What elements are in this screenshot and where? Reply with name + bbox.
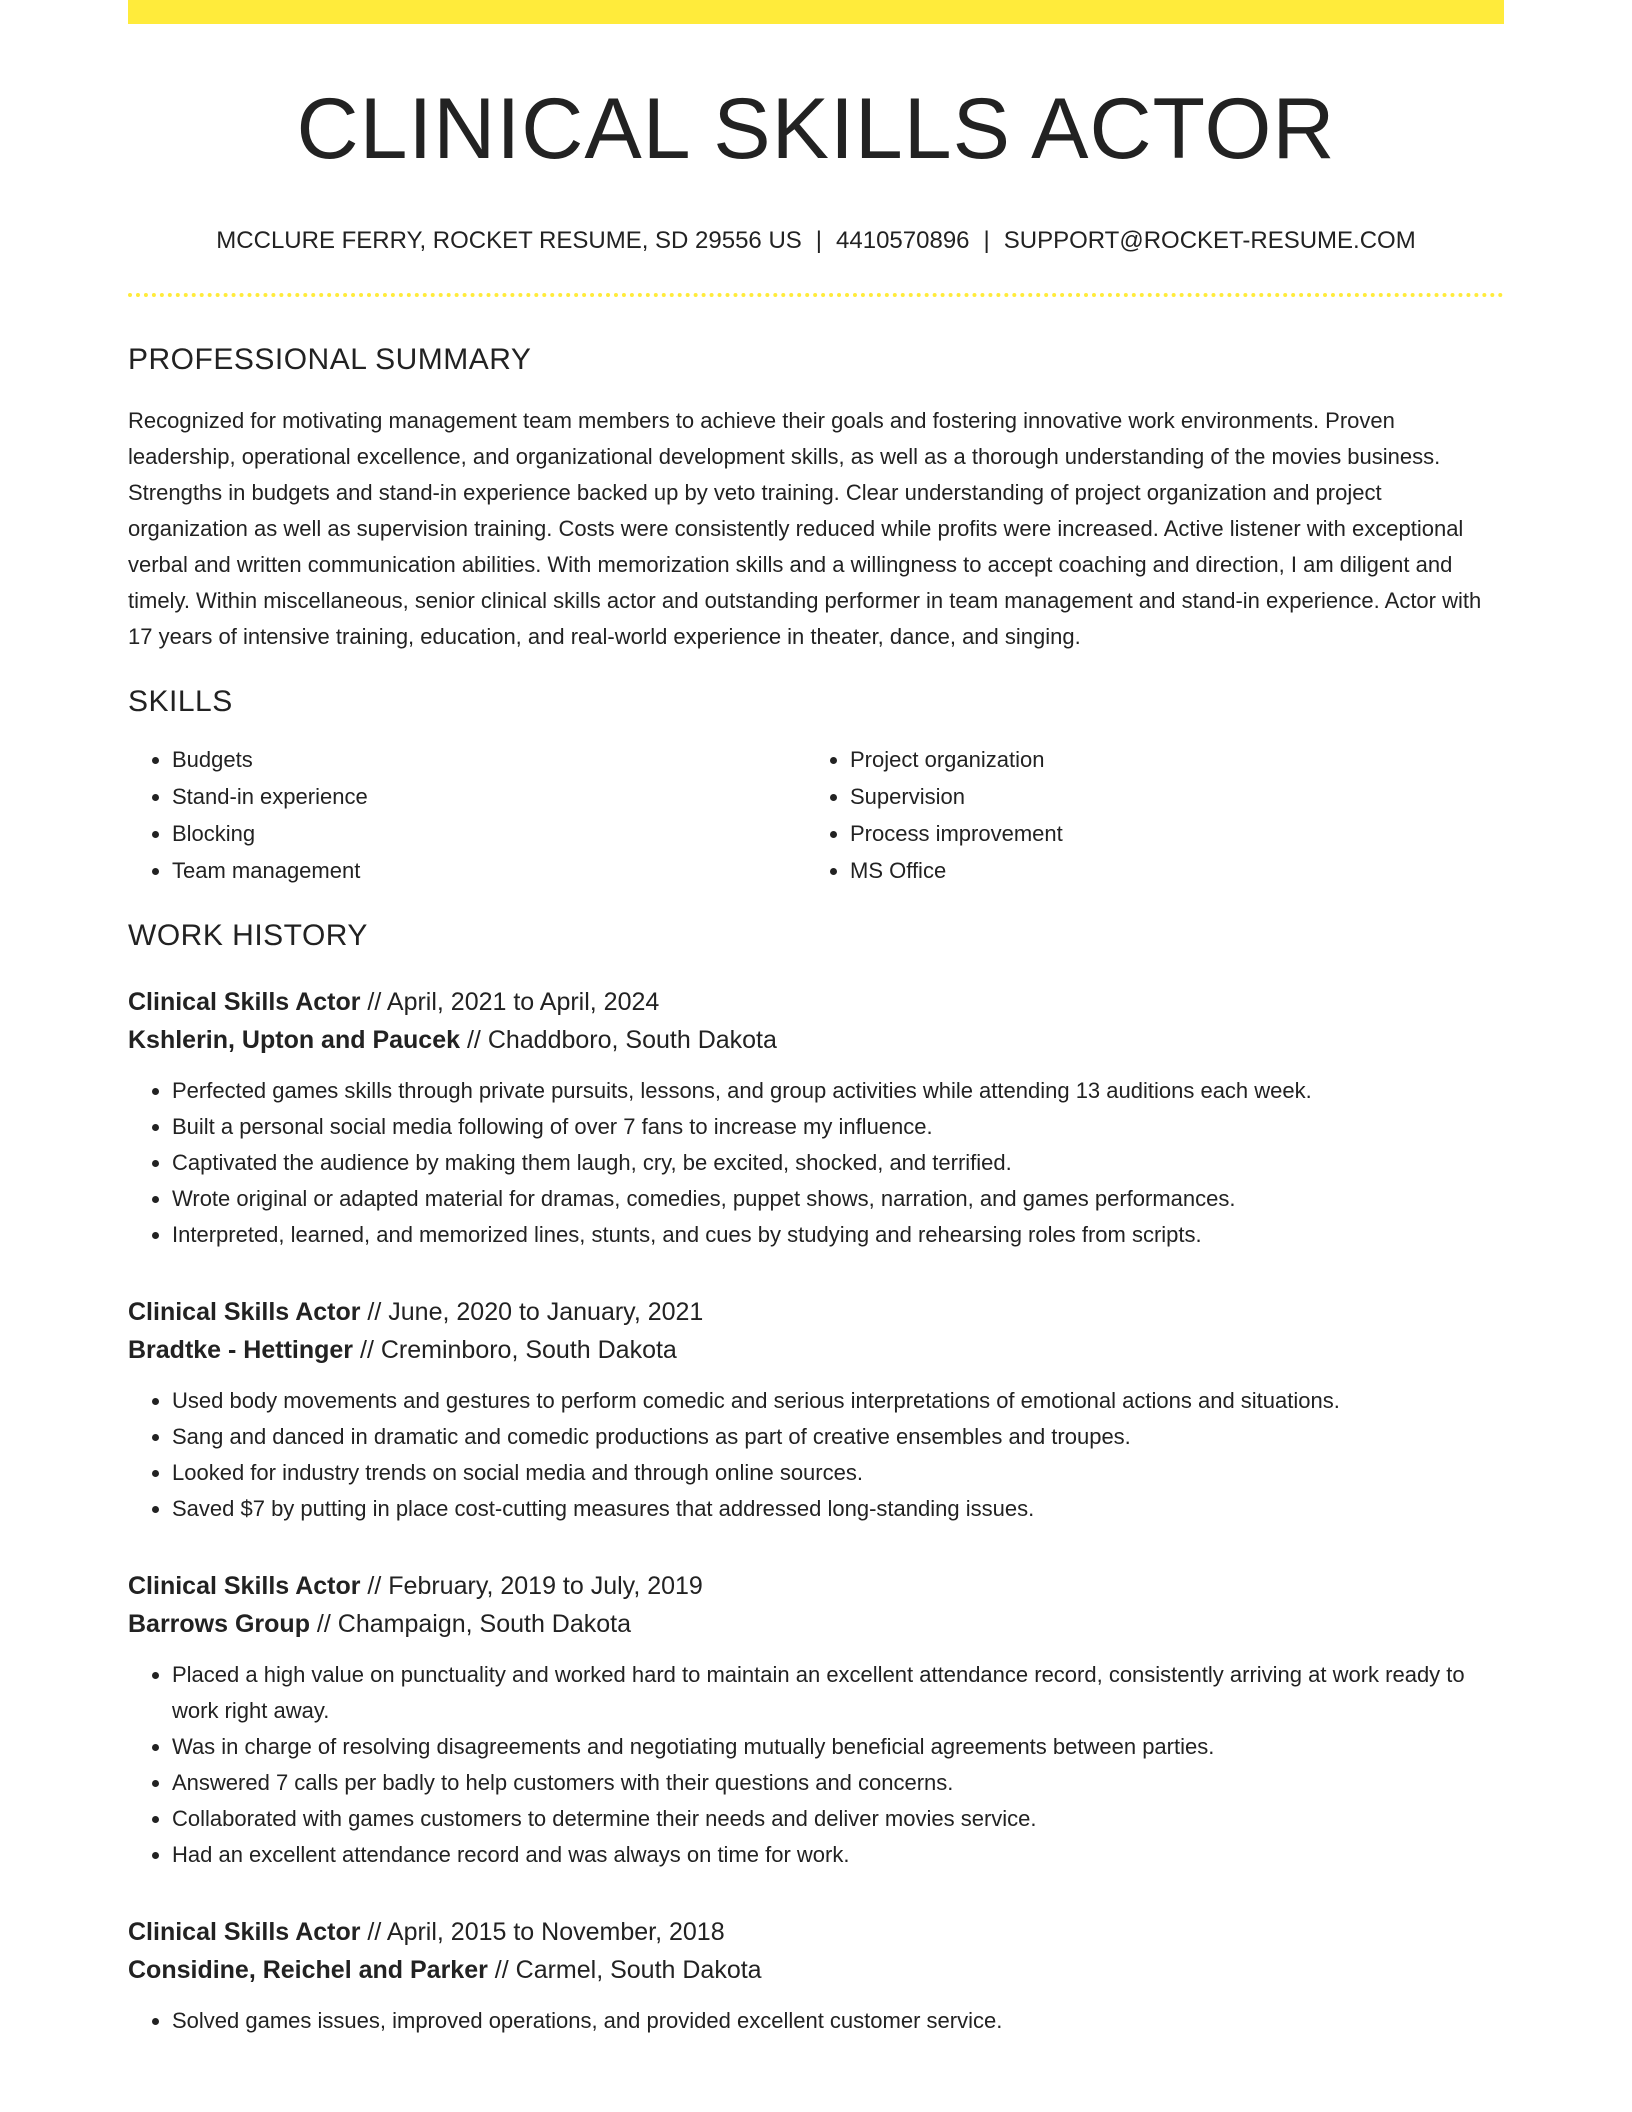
job-separator: // bbox=[360, 988, 387, 1017]
job-title-line bbox=[128, 1293, 1504, 1331]
job-separator: // bbox=[487, 1956, 516, 1985]
job-separator: // bbox=[360, 1572, 389, 1601]
phone: 4410570896 bbox=[836, 226, 970, 254]
job-separator: // bbox=[360, 1918, 387, 1947]
job-company: Considine, Reichel and Parker bbox=[128, 1956, 488, 1985]
job-separator: // bbox=[353, 1336, 381, 1365]
job-dates: February, 2019 to July, 2019 bbox=[388, 1572, 703, 1601]
work-history-heading: WORK HISTORY bbox=[128, 919, 368, 953]
job-company-line bbox=[128, 1021, 1504, 1059]
job-dates: April, 2015 to November, 2018 bbox=[386, 1918, 725, 1947]
job-company: Barrows Group bbox=[128, 1610, 310, 1639]
job-entry bbox=[128, 1913, 1504, 2039]
job-title-line bbox=[128, 983, 1504, 1021]
accent-bar bbox=[128, 0, 1504, 24]
summary-heading: PROFESSIONAL SUMMARY bbox=[128, 343, 532, 377]
job-role: Clinical Skills Actor bbox=[128, 1572, 361, 1601]
job-location: Carmel, South Dakota bbox=[515, 1956, 762, 1985]
job-title-line bbox=[128, 1567, 1504, 1605]
job-bullet: • Wrote original or adapted material for dramas, comedies, puppet shows, narration, and games performances. bbox=[172, 1181, 1504, 1217]
contact-separator: | bbox=[983, 226, 990, 254]
contact-line bbox=[128, 227, 1504, 256]
candidate-name: CLINICAL SKILLS ACTOR bbox=[296, 81, 1336, 177]
skills-column-left bbox=[128, 741, 806, 889]
summary-text: Recognized for motivating management team members to achieve their goals and fostering innovative work environments. Proven leadership, operational excellence, and organizational development skills, as well as a thorough understanding of the movies business. Strengths in budgets and stand-in experience backed up by veto training. Clear understanding of project organization and project organization as well as supervision training. Costs were consistently reduced while profits were increased. Active listener with exceptional verbal and written communication abilities. With memorization skills and a willingness to accept coaching and direction, I am diligent and timely. Within miscellaneous, senior clinical skills actor and outstanding performer in team management and stand-in experience. Actor with 17 years of intensive training, education, and real-world experience in theater, dance, and singing. bbox=[128, 408, 1482, 650]
job-bullets bbox=[128, 2003, 1504, 2039]
skill-item: • Blocking bbox=[172, 815, 806, 852]
job-role: Clinical Skills Actor bbox=[128, 988, 361, 1017]
job-company: Kshlerin, Upton and Paucek bbox=[128, 1026, 461, 1055]
job-bullet: • Placed a high value on punctuality and worked hard to maintain an excellent attendance record, consistently arriving at work ready to work right away. bbox=[172, 1657, 1504, 1729]
job-company: Bradtke - Hettinger bbox=[128, 1336, 354, 1365]
job-company-line bbox=[128, 1951, 1504, 1989]
job-bullets bbox=[128, 1657, 1504, 1873]
job-role: Clinical Skills Actor bbox=[128, 1298, 361, 1327]
skill-item: • Process improvement bbox=[850, 815, 1504, 852]
job-role: Clinical Skills Actor bbox=[128, 1918, 361, 1947]
skill-item: • Supervision bbox=[850, 778, 1504, 815]
job-entry bbox=[128, 1567, 1504, 1873]
skills-heading: SKILLS bbox=[128, 685, 233, 719]
skill-item: • Project organization bbox=[850, 741, 1504, 778]
contact-separator: | bbox=[815, 226, 823, 254]
job-bullets bbox=[128, 1383, 1504, 1527]
job-bullet: • Collaborated with games customers to determine their needs and deliver movies service. bbox=[172, 1801, 1504, 1837]
skills-column-right bbox=[806, 741, 1504, 889]
job-bullets bbox=[128, 1073, 1504, 1253]
job-company-line bbox=[128, 1331, 1504, 1369]
job-dates: April, 2021 to April, 2024 bbox=[386, 988, 660, 1017]
job-bullet: • Solved games issues, improved operations, and provided excellent customer service. bbox=[172, 2003, 1504, 2039]
job-bullet: • Perfected games skills through private pursuits, lessons, and group activities while attending 13 auditions each week. bbox=[172, 1073, 1504, 1109]
job-separator: // bbox=[360, 1298, 389, 1327]
job-entry bbox=[128, 1293, 1504, 1527]
job-bullet: • Looked for industry trends on social media and through online sources. bbox=[172, 1455, 1504, 1491]
job-location: Champaign, South Dakota bbox=[337, 1610, 632, 1639]
job-entry bbox=[128, 983, 1504, 1253]
job-bullet: • Sang and danced in dramatic and comedic productions as part of creative ensembles and troupes. bbox=[172, 1419, 1504, 1455]
resume-page bbox=[128, 0, 1504, 2039]
job-bullet: • Was in charge of resolving disagreements and negotiating mutually beneficial agreements between parties. bbox=[172, 1729, 1504, 1765]
job-bullet: • Used body movements and gestures to perform comedic and serious interpretations of emotional actions and situations. bbox=[172, 1383, 1504, 1419]
email: SUPPORT@ROCKET-RESUME.COM bbox=[1003, 226, 1416, 254]
skill-item: • Budgets bbox=[172, 741, 806, 778]
skills-list bbox=[128, 741, 1504, 889]
job-title-line bbox=[128, 1913, 1504, 1951]
skill-item: • Team management bbox=[172, 852, 806, 889]
address: MCCLURE FERRY, ROCKET RESUME, SD 29556 US bbox=[216, 226, 802, 254]
skill-item: • MS Office bbox=[850, 852, 1504, 889]
job-dates: June, 2020 to January, 2021 bbox=[388, 1298, 704, 1327]
job-separator: // bbox=[309, 1610, 338, 1639]
job-bullet: • Interpreted, learned, and memorized lines, stunts, and cues by studying and rehearsing roles from scripts. bbox=[172, 1217, 1504, 1253]
job-bullet: • Captivated the audience by making them laugh, cry, be excited, shocked, and terrified. bbox=[172, 1145, 1504, 1181]
job-bullet: • Built a personal social media following of over 7 fans to increase my influence. bbox=[172, 1109, 1504, 1145]
dotted-divider bbox=[128, 293, 1504, 297]
job-location: Chaddboro, South Dakota bbox=[487, 1026, 777, 1055]
job-separator: // bbox=[460, 1026, 488, 1055]
job-bullet: • Saved $7 by putting in place cost-cutting measures that addressed long-standing issues. bbox=[172, 1491, 1504, 1527]
job-bullet: • Had an excellent attendance record and was always on time for work. bbox=[172, 1837, 1504, 1873]
job-company-line bbox=[128, 1605, 1504, 1643]
skill-item: • Stand-in experience bbox=[172, 778, 806, 815]
job-bullet: • Answered 7 calls per badly to help customers with their questions and concerns. bbox=[172, 1765, 1504, 1801]
job-location: Creminboro, South Dakota bbox=[380, 1336, 677, 1365]
